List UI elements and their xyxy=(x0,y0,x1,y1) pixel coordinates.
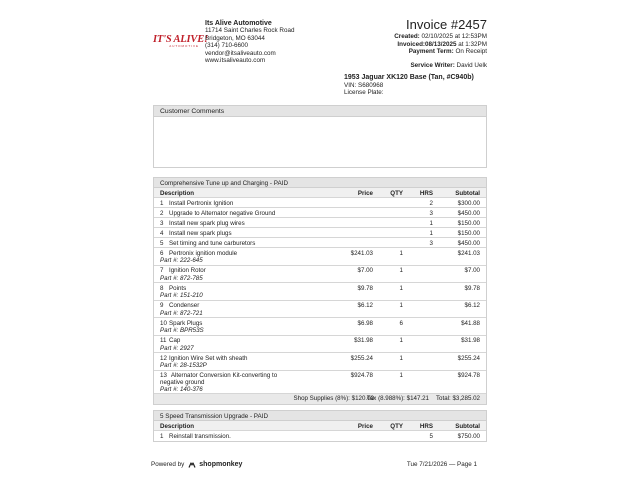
row-subtotal: $750.00 xyxy=(457,432,480,440)
company-phone: (314) 710-6600 xyxy=(205,42,249,50)
row-subtotal: $241.03 xyxy=(457,249,480,257)
row-description: Install new spark plug wires xyxy=(169,219,245,227)
payment-line xyxy=(394,48,487,56)
company-name: Its Alive Automotive xyxy=(205,20,272,27)
row-qty: 1 xyxy=(399,372,403,380)
row-price: $7.00 xyxy=(357,267,373,275)
customer-comments-box xyxy=(153,105,487,168)
row-price: $924.78 xyxy=(350,372,373,380)
row-description xyxy=(160,372,300,386)
row-description: Ignition Wire Set with sheath xyxy=(169,354,248,362)
row-subtotal: $9.78 xyxy=(464,284,480,292)
row-subtotal: $7.00 xyxy=(464,267,480,275)
payment-label: Payment Term: xyxy=(408,48,454,56)
row-description: Pertronix ignition module xyxy=(169,249,238,257)
row-number: 11 xyxy=(160,337,167,345)
table-row xyxy=(154,336,486,354)
row-hours: 3 xyxy=(429,209,433,217)
table-row xyxy=(154,301,486,319)
row-number: 13 xyxy=(160,372,167,380)
created-label: Created: xyxy=(394,33,420,40)
row-description: Install new spark plugs xyxy=(169,229,232,237)
row-price: $255.24 xyxy=(350,354,373,362)
table-row xyxy=(154,248,486,266)
shopmonkey-brand: shopmonkey xyxy=(199,461,243,468)
created-value: 02/10/2025 at 12:53PM xyxy=(421,33,487,40)
row-qty: 1 xyxy=(399,284,403,292)
row-description: Spark Plugs xyxy=(169,319,203,327)
tax-amount: Tax (8.988%): $147.21 xyxy=(366,395,429,403)
service-writer xyxy=(410,62,487,69)
table-row xyxy=(154,318,486,336)
row-description: Set timing and tune carburetors xyxy=(169,239,256,247)
customer-comments-header: Customer Comments xyxy=(154,106,486,117)
row-part-number: Part #: 28-1532P xyxy=(160,362,207,369)
row-description: Cap xyxy=(169,337,181,345)
row-number: 1 xyxy=(160,199,164,207)
table-row xyxy=(154,353,486,371)
header-description: Description xyxy=(160,189,195,197)
row-qty: 6 xyxy=(399,319,403,327)
row-description-text: Alternator Conversion Kit-converting to negative ground xyxy=(160,372,278,387)
vehicle-title: 1953 Jaguar XK120 Base (Tan, #C940b) xyxy=(344,74,474,81)
company-address-line2: Bridgeton, MO 63044 xyxy=(205,34,265,42)
row-price: $9.78 xyxy=(357,284,373,292)
row-subtotal: $300.00 xyxy=(457,199,480,207)
section-title: 5 Speed Transmission Upgrade - PAID xyxy=(154,411,486,421)
row-subtotal: $450.00 xyxy=(457,209,480,217)
footer-date-page: Tue 7/21/2026 — Page 1 xyxy=(406,461,477,468)
header-hrs: HRS xyxy=(419,422,433,430)
company-email: vendor@itsaliveauto.com xyxy=(205,49,276,57)
row-description: Ignition Rotor xyxy=(169,267,206,275)
table-row xyxy=(154,198,486,208)
invoice-meta xyxy=(394,33,487,56)
header-subtotal: Subtotal xyxy=(455,422,480,430)
row-number: 3 xyxy=(160,219,164,227)
row-part-number: Part #: BPR53S xyxy=(160,327,204,334)
powered-by xyxy=(151,461,242,469)
row-price: $6.98 xyxy=(357,319,373,327)
logo-subtext: AUTOMOTIVE xyxy=(169,44,199,49)
service-section-transmission xyxy=(153,410,487,442)
row-subtotal: $41.88 xyxy=(461,319,480,327)
payment-value: On Receipt xyxy=(455,48,487,56)
row-qty: 1 xyxy=(399,302,403,310)
table-row xyxy=(154,238,486,248)
row-qty: 1 xyxy=(399,249,403,257)
row-description: Install Pertronix Ignition xyxy=(169,199,234,207)
header-hrs: HRS xyxy=(419,189,433,197)
logo-text: IT'S ALIVE! xyxy=(153,34,208,45)
row-hours: 3 xyxy=(429,239,433,247)
service-section-tune-up xyxy=(153,177,487,405)
writer-value: David Uelk xyxy=(456,62,487,69)
row-hours: 5 xyxy=(429,432,433,440)
row-number: 9 xyxy=(160,302,164,310)
row-price: $241.03 xyxy=(350,249,373,257)
header-qty: QTY xyxy=(390,422,403,430)
vehicle-vin: VIN: S680968 xyxy=(344,81,384,89)
header-subtotal: Subtotal xyxy=(455,189,480,197)
row-part-number: Part #: 872-785 xyxy=(160,274,203,282)
table-row xyxy=(154,431,486,441)
table-row xyxy=(154,208,486,218)
row-number: 8 xyxy=(160,284,164,292)
row-part-number: Part #: 872-721 xyxy=(160,309,203,317)
row-qty: 1 xyxy=(399,354,403,362)
invoiced-label: Invoiced: xyxy=(397,40,426,48)
invoiced-line xyxy=(394,41,487,49)
company-info xyxy=(205,20,355,64)
section-total: Total: $3,285.02 xyxy=(435,395,480,403)
row-number: 2 xyxy=(160,209,164,217)
table-header-row xyxy=(154,188,486,198)
header-qty: QTY xyxy=(390,189,403,197)
row-subtotal: $450.00 xyxy=(457,239,480,247)
table-row xyxy=(154,266,486,284)
row-part-number: Part #: 140-376 xyxy=(160,385,203,393)
row-price: $6.12 xyxy=(357,302,373,310)
table-row xyxy=(154,371,486,394)
row-number: 6 xyxy=(160,249,164,257)
table-row xyxy=(154,283,486,301)
row-price: $31.98 xyxy=(354,337,373,345)
row-part-number: Part #: 151-210 xyxy=(160,292,203,299)
row-number: 5 xyxy=(160,239,164,247)
row-part-number: Part #: 2927 xyxy=(160,344,194,352)
writer-label: Service Writer: xyxy=(410,62,455,69)
vehicle-plate: License Plate: xyxy=(344,89,384,97)
header-description: Description xyxy=(160,422,195,430)
row-subtotal: $150.00 xyxy=(457,219,480,227)
row-subtotal: $924.78 xyxy=(457,372,480,380)
row-number: 7 xyxy=(160,267,164,275)
row-qty: 1 xyxy=(399,267,403,275)
row-number: 4 xyxy=(160,229,164,237)
powered-by-label: Powered by xyxy=(151,461,185,469)
row-subtotal: $150.00 xyxy=(457,229,480,237)
row-hours: 1 xyxy=(429,229,433,237)
row-subtotal: $255.24 xyxy=(457,354,480,362)
shopmonkey-icon xyxy=(188,461,196,469)
header-price: Price xyxy=(357,189,373,197)
invoice-title: Invoice #2457 xyxy=(406,17,487,32)
company-logo xyxy=(153,34,208,50)
row-number: 12 xyxy=(160,354,167,362)
row-description: Reinstall transmission. xyxy=(169,432,231,440)
table-header-row xyxy=(154,421,486,431)
invoiced-date: 08/13/2025 xyxy=(425,40,457,48)
totals-row xyxy=(154,394,486,405)
shop-supplies: Shop Supplies (8%): $120.00 xyxy=(293,395,374,403)
vehicle-info xyxy=(344,74,474,97)
header-price: Price xyxy=(357,422,373,430)
row-hours: 1 xyxy=(429,219,433,227)
row-number: 10 xyxy=(160,319,167,327)
row-description: Points xyxy=(169,284,187,292)
row-subtotal: $31.98 xyxy=(461,337,480,345)
table-row xyxy=(154,218,486,228)
row-qty: 1 xyxy=(399,337,403,345)
row-description: Upgrade to Alternator negative Ground xyxy=(169,209,276,217)
invoiced-time: at 1:32PM xyxy=(458,40,487,48)
created-line xyxy=(394,33,487,41)
row-number: 1 xyxy=(160,432,164,440)
section-title: Comprehensive Tune up and Charging - PAID xyxy=(154,178,486,188)
company-address-line1: 11714 Saint Charles Rock Road xyxy=(205,27,295,35)
company-website: www.itsaliveauto.com xyxy=(205,57,266,65)
row-hours: 2 xyxy=(429,199,433,207)
row-part-number: Part #: 222-645 xyxy=(160,257,203,264)
table-row xyxy=(154,228,486,238)
row-description: Condenser xyxy=(169,302,200,310)
row-subtotal: $6.12 xyxy=(464,302,480,310)
